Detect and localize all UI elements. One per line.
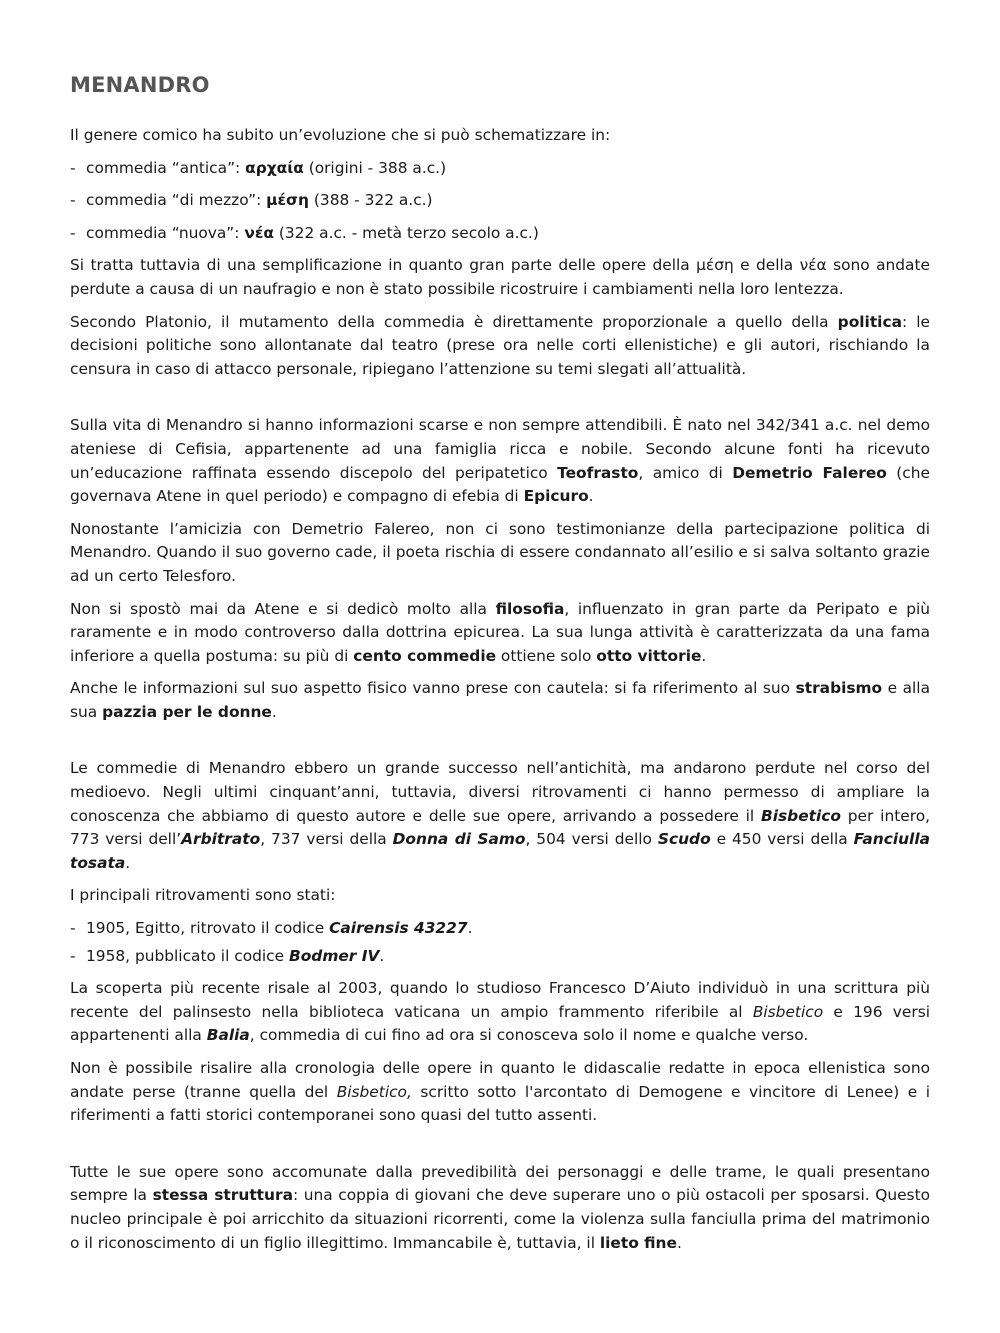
paragraph-commedie: Le commedie di Menandro ebbero un grande successo nell’antichità, ma andarono perdute nel corso del medioevo. Negli ultimi cinquant’anni, tuttavia, diversi ritrovamenti ci hanno permesso di ampliare la conoscenza che abbiamo di questo autore e delle sue opere, arrivando a possedere il Bisbetico per intero, 773 versi dell’Arbitrato, 737 versi della Donna di Samo, 504 versi dello Scudo e 450 versi della Fanciulla tosata. — [70, 759, 931, 872]
list-item: - 1958, pubblicato il codice Bodmer IV. — [70, 945, 930, 969]
page-title: MENANDRO — [70, 73, 210, 97]
paragraph-vita: Sulla vita di Menandro si hanno informazioni scarse e non sempre attendibili. È nato nel 342/341 a.c. nel demo ateniese di Cefisia, appartenente ad una famiglia ricca e nobile. Secondo alcune fonti ha ricevuto un’educazione raffinata essendo discepolo del peripatetico Teofrasto, amico di Demetrio Falereo (che governava Atene in quel periodo) e compagno di efebia di Epicuro. — [70, 416, 930, 506]
paragraph-scoperta: La scoperta più recente risale al 2003, quando lo studioso Francesco D’Aiuto individuò in una scrittura più recente del palinsesto nella biblioteca vaticana un ampio frammento riferibile al Bisbetico e 196 versi appartenenti alla Balia, commedia di cui fino ad ora si conosceva solo il nome e qualche verso. — [70, 979, 930, 1045]
paragraph-amicizia: Nonostante l’amicizia con Demetrio Falereo, non ci sono testimonianze della partecipazione politica di Menandro. Quando il suo governo cade, il poeta rischia di essere condannato all’esilio e si salva soltanto grazie ad un certo Telesforo. — [70, 519, 930, 585]
list-item: - 1905, Egitto, ritrovato il codice Cairensis 43227. — [70, 917, 930, 941]
list-item: - commedia “antica”: αρχαία (origini - 388 a.c.) — [70, 157, 930, 181]
paragraph-ritrovamenti: I principali ritrovamenti sono stati: — [70, 886, 336, 905]
paragraph-semplificazione: Si tratta tuttavia di una semplificazione in quanto gran parte delle opere della μέση e della νέα sono andate perdute a causa di un naufragio e non è stato possibile ricostruire i cambiamenti nella loro lentezza. — [70, 256, 930, 298]
comedy-phases-list — [70, 157, 930, 246]
paragraph-struttura: Tutte le sue opere sono accomunate dalla prevedibilità dei personaggi e delle trame, le quali presentano sempre la stessa struttura: una coppia di giovani che deve superare uno o più ostacoli per sposarsi. Questo nucleo principale è poi arricchito da situazioni ricorrenti, come la violenza sulla fanciulla prima del matrimonio o il riconoscimento di un figlio illegittimo. Immancabile è, tuttavia, il lieto fine. — [70, 1162, 931, 1252]
paragraph-aspetto: Anche le informazioni sul suo aspetto fisico vanno prese con cautela: si fa riferimento al suo strabismo e alla sua pazzia per le donne. — [70, 679, 930, 721]
paragraph-cronologia: Non è possibile risalire alla cronologia delle opere in quanto le didascalie redatte in epoca ellenistica sono andate perse (tranne quella del Bisbetico, scritto sotto l'arcontato di Demogene e vincitore di Lenee) e i riferimenti a fatti storici contemporanei sono quasi del tutto assenti. — [70, 1059, 931, 1125]
finds-list — [70, 917, 930, 968]
paragraph-platonio: Secondo Platonio, il mutamento della commedia è direttamente proporzionale a quello della politica: le decisioni politiche sono allontanate dal teatro (prese ora nelle corti ellenistiche) e gli autori, rischiando la censura in caso di attacco personale, ripiegano l’attenzione su temi slegati all’attualità. — [70, 312, 930, 378]
intro-paragraph: Il genere comico ha subito un’evoluzione che si può schematizzare in: — [70, 126, 611, 144]
document-page — [70, 70, 930, 1264]
list-item: - commedia “di mezzo”: μέση (388 - 322 a.c.) — [70, 189, 930, 213]
list-item: - commedia “nuova”: νέα (322 a.c. - metà terzo secolo a.c.) — [70, 222, 930, 246]
paragraph-atene: Non si spostò mai da Atene e si dedicò molto alla filosofia, influenzato in gran parte da Peripato e più raramente e in modo controverso dalla dottrina epicurea. La sua lunga attività è caratterizzata da una fama inferiore a quella postuma: su più di cento commedie ottiene solo otto vittorie. — [70, 599, 930, 665]
